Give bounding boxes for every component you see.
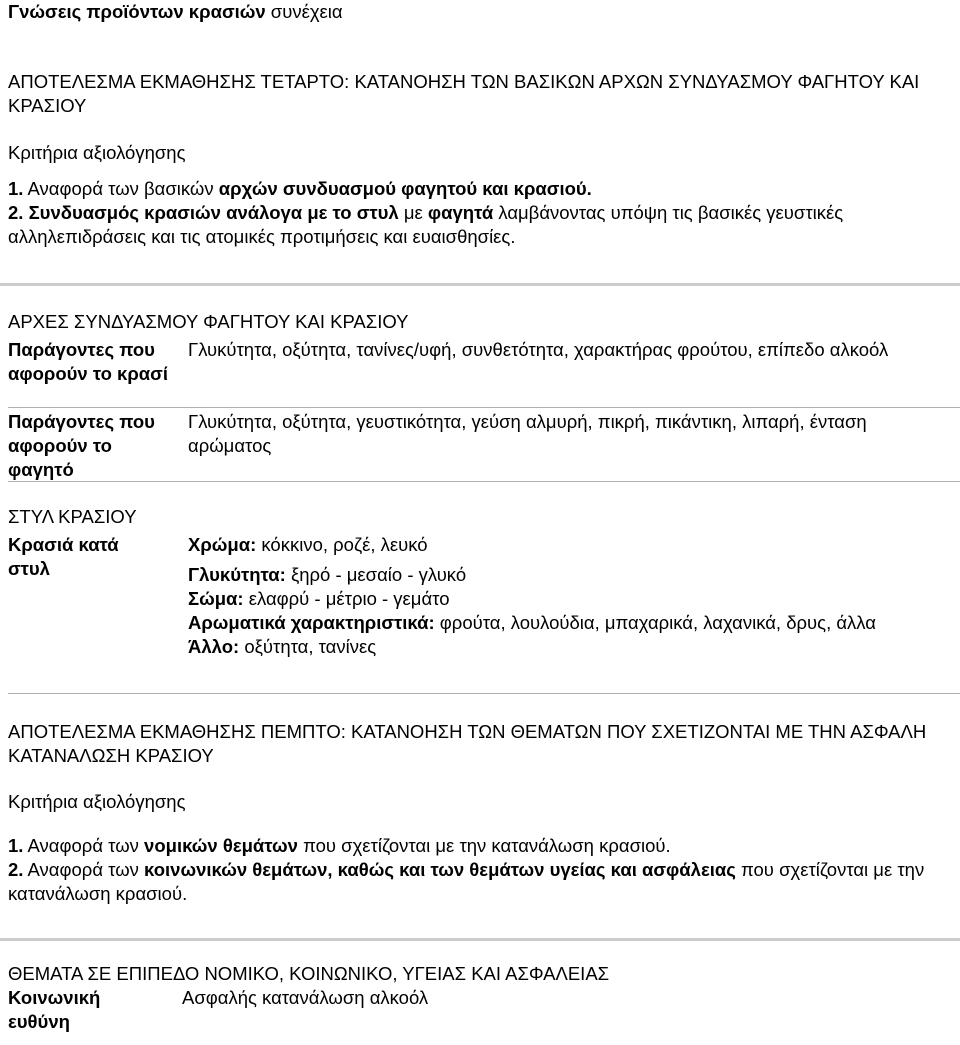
style-value: οξύτητα, τανίνες bbox=[239, 636, 377, 657]
criterion-number: 2. bbox=[8, 202, 24, 223]
outcome4-title: ΑΠΟΤΕΛΕΣΜΑ ΕΚΜΑΘΗΣΗΣ ΤΕΤΑΡΤΟ: ΚΑΤΑΝΟΗΣΗ ΤΩΝ ΒΑΣΙΚΩΝ ΑΡΧΩΝ ΣΥΝΔΥΑΣΜΟΥ ΦΑΓΗΤΟΥ ΚΑΙ ΚΡΑΣΙΟΥ bbox=[8, 71, 920, 116]
row-label-food: Παράγοντες που αφορούν το φαγητό bbox=[8, 411, 155, 480]
header-title: Γνώσεις προϊόντων κρασιών bbox=[8, 1, 266, 22]
style-value: ελαφρύ - μέτριο - γεμάτο bbox=[243, 588, 450, 609]
style-color bbox=[188, 533, 946, 557]
style-key: Σώμα: bbox=[188, 588, 244, 609]
outcome4-section bbox=[8, 70, 952, 249]
row-value-wine: Γλυκύτητα, οξύτητα, τανίνες/υφή, συνθετότητα, χαρακτήρας φρούτου, επίπεδο αλκοόλ bbox=[188, 339, 889, 360]
style-body bbox=[188, 587, 946, 611]
table-row bbox=[8, 334, 960, 406]
styles-heading: ΣΤΥΛ ΚΡΑΣΙΟΥ bbox=[8, 506, 137, 527]
table-row bbox=[8, 529, 960, 694]
criterion-text: με bbox=[398, 202, 428, 223]
style-value: κόκκινο, ροζέ, λευκό bbox=[256, 534, 428, 555]
style-key: Αρωματικά χαρακτηριστικά: bbox=[188, 612, 435, 633]
criterion-emphasis: φαγητά bbox=[427, 202, 494, 223]
row-value-styles bbox=[188, 533, 946, 659]
table-row bbox=[8, 406, 960, 478]
outcome5-criterion-2 bbox=[8, 858, 952, 906]
section-divider bbox=[0, 283, 960, 286]
table-row bbox=[8, 986, 960, 1045]
criterion-text: Αναφορά των bbox=[23, 859, 145, 880]
row-separator bbox=[8, 481, 960, 482]
row-separator bbox=[8, 407, 960, 408]
style-value: ξηρό - μεσαίο - γλυκό bbox=[285, 564, 467, 585]
outcome4-criteria-label: Κριτήρια αξιολόγησης bbox=[8, 142, 186, 163]
criterion-text: που σχετίζονται με την κατανάλωση κρασιού. bbox=[297, 835, 671, 856]
criterion-emphasis: αρχών συνδυασμού φαγητού και κρασιού. bbox=[218, 178, 592, 199]
issues-table bbox=[8, 986, 960, 1045]
row-label-social: Κοινωνική ευθύνη bbox=[8, 987, 101, 1032]
outcome5-section bbox=[8, 720, 952, 906]
principles-heading: ΑΡΧΕΣ ΣΥΝΔΥΑΣΜΟΥ ΦΑΓΗΤΟΥ ΚΑΙ ΚΡΑΣΙΟΥ bbox=[8, 311, 409, 332]
criterion-emphasis: νομικών θεμάτων bbox=[144, 835, 298, 856]
outcome4-criterion-1 bbox=[8, 177, 952, 201]
criterion-number: 1. bbox=[8, 835, 24, 856]
page-header bbox=[8, 0, 952, 24]
criterion-text: που σχετίζονται με την κατανάλωση κρασιού. bbox=[8, 859, 925, 904]
header-title-suffix: συνέχεια bbox=[265, 1, 343, 22]
principles-table bbox=[8, 334, 960, 478]
criterion-emphasis: Συνδυασμός κρασιών ανάλογα με το στυλ bbox=[23, 202, 399, 223]
criterion-emphasis: κοινωνικών θεμάτων, καθώς και των θεμάτων υγείας και ασφάλειας bbox=[144, 859, 736, 880]
style-other bbox=[188, 635, 946, 659]
style-key: Χρώμα: bbox=[188, 534, 257, 555]
style-key: Γλυκύτητα: bbox=[188, 564, 286, 585]
criterion-text: λαμβάνοντας υπόψη τις βασικές γευστικές αλληλεπιδράσεις και τις ατομικές προτιμήσεις και ευαισθησίες. bbox=[8, 202, 844, 247]
style-value: φρούτα, λουλούδια, μπαχαρικά, λαχανικά, δρυς, άλλα bbox=[434, 612, 876, 633]
style-aroma bbox=[188, 611, 946, 635]
row-label-wine: Παράγοντες που αφορούν το κρασί bbox=[8, 339, 168, 384]
styles-table bbox=[8, 529, 960, 694]
section-divider bbox=[0, 938, 960, 941]
criterion-text: Αναφορά των βασικών bbox=[23, 178, 219, 199]
row-value-food: Γλυκύτητα, οξύτητα, γευστικότητα, γεύση αλμυρή, πικρή, πικάντικη, λιπαρή, ένταση αρώματος bbox=[188, 411, 867, 456]
row-value-social: Ασφαλής κατανάλωση αλκοόλ bbox=[182, 987, 429, 1008]
outcome5-criteria-label: Κριτήρια αξιολόγησης bbox=[8, 791, 186, 812]
row-label-styles: Κρασιά κατά στυλ bbox=[8, 534, 119, 579]
outcome4-criterion-2 bbox=[8, 201, 952, 249]
issues-heading: ΘΕΜΑΤΑ ΣΕ ΕΠΙΠΕΔΟ ΝΟΜΙΚΟ, ΚΟΙΝΩΝΙΚΟ, ΥΓΕΙΑΣ ΚΑΙ ΑΣΦΑΛΕΙΑΣ bbox=[8, 963, 610, 984]
criterion-number: 2. bbox=[8, 859, 24, 880]
style-key: Άλλο: bbox=[188, 636, 240, 657]
criterion-number: 1. bbox=[8, 178, 24, 199]
criterion-text: Αναφορά των bbox=[23, 835, 145, 856]
row-separator bbox=[8, 693, 960, 694]
style-sweetness bbox=[188, 563, 946, 587]
outcome5-title: ΑΠΟΤΕΛΕΣΜΑ ΕΚΜΑΘΗΣΗΣ ΠΕΜΠΤΟ: ΚΑΤΑΝΟΗΣΗ ΤΩΝ ΘΕΜΑΤΩΝ ΠΟΥ ΣΧΕΤΙΖΟΝΤΑΙ ΜΕ ΤΗΝ ΑΣΦΑΛΗ ΚΑΤΑΝΑΛΩΣΗ ΚΡΑΣΙΟΥ bbox=[8, 721, 927, 766]
outcome5-criterion-1 bbox=[8, 834, 952, 858]
